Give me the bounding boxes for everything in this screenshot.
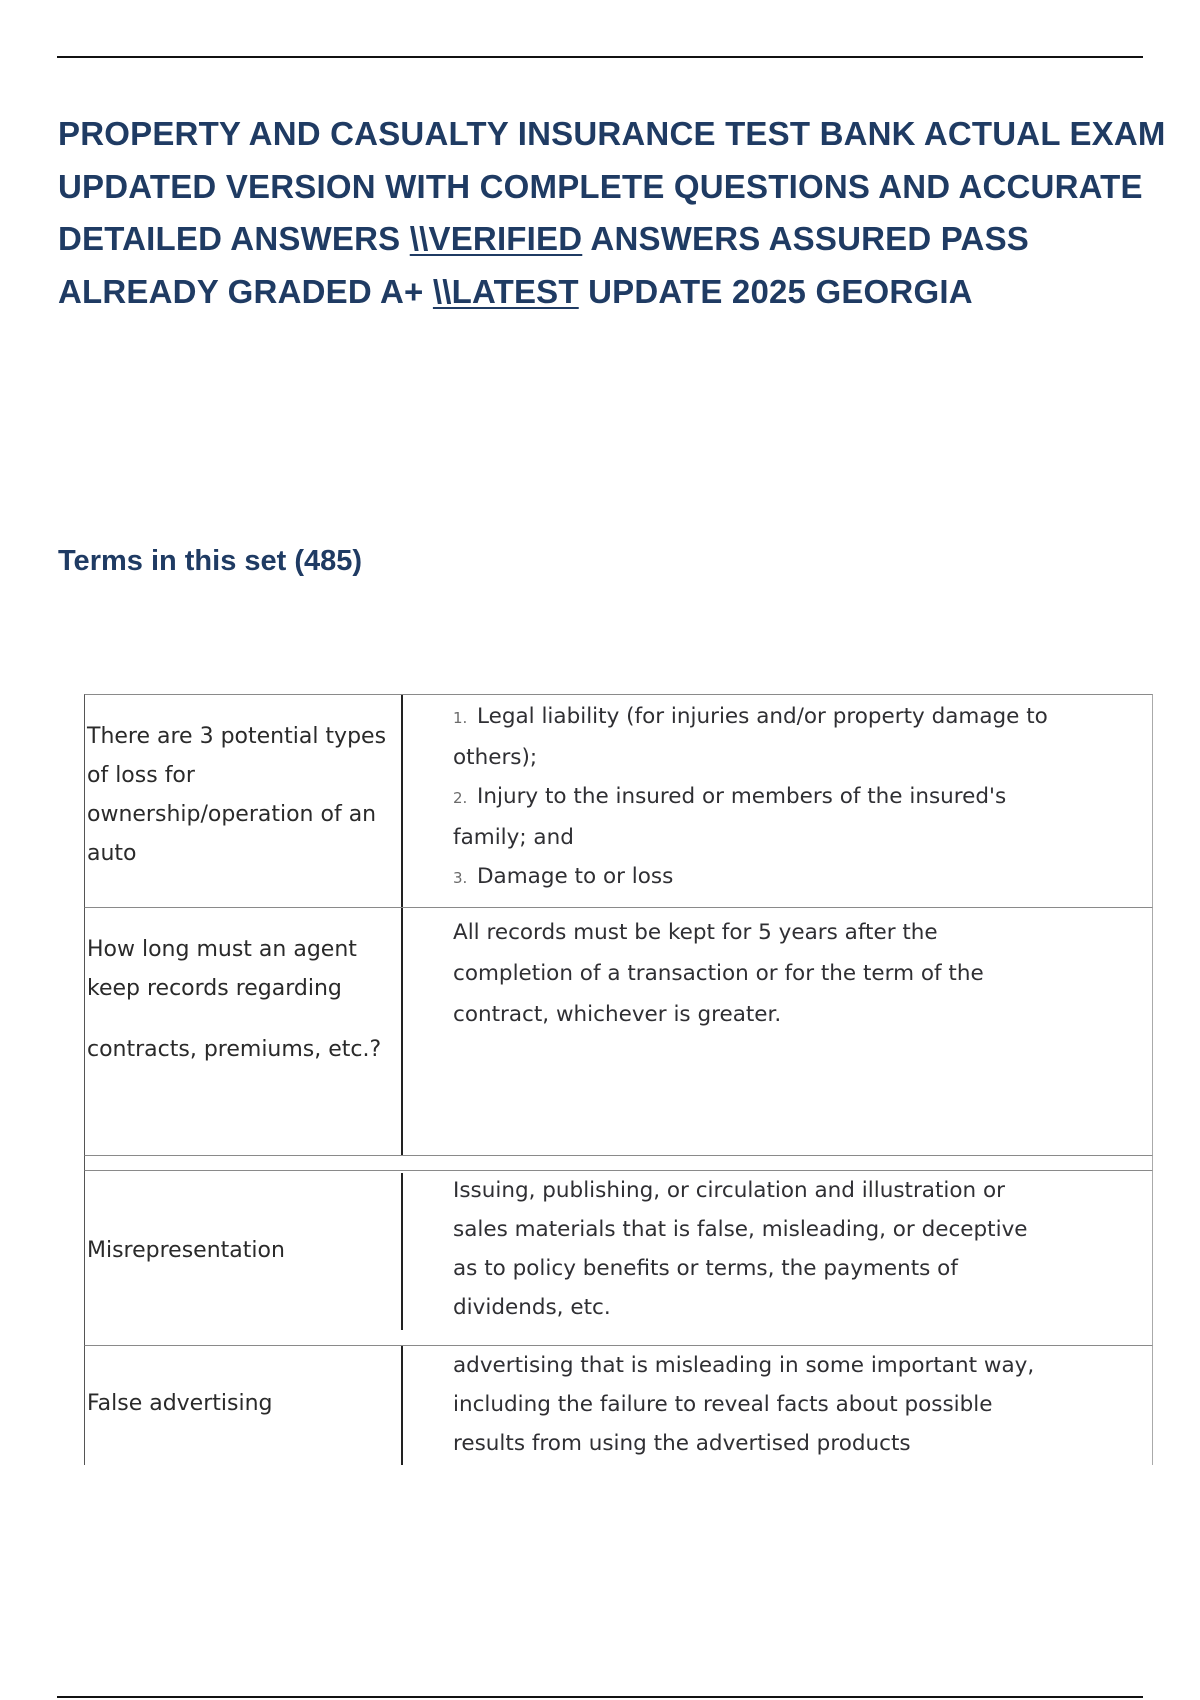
card-definition: Issuing, publishing, or circulation and illustration or sales materials that is false, misleading, or deceptive as to policy benefits or terms, the payments of dividends, etc. xyxy=(453,1178,1028,1320)
flashcard-table xyxy=(84,694,1153,1465)
latest-link-text: \\LATEST xyxy=(432,272,579,310)
table-row xyxy=(84,907,1153,1155)
table-row xyxy=(84,694,1153,907)
card-definition: advertising that is misleading in some important way, including the failure to reveal facts about possible results from using the advertised products xyxy=(453,1353,1035,1456)
table-row xyxy=(84,1170,1153,1345)
card-term: Misrepresentation xyxy=(85,1173,403,1330)
verified-link-text: \\VERIFIED xyxy=(409,220,583,257)
document-title: PROPERTY AND CASUALTY INSURANCE TEST BANK ACTUAL EXAM UPDATED VERSION WITH COMPLETE QUESTIONS AND ACCURATE DETAILED ANSWERS \\VERIFIED ANSWERS ASSURED PASS ALREADY GRADED A+ \\LATEST UPDATE 2025 GEORGIA xyxy=(58,115,1166,310)
card-term: How long must an agent keep records regarding contracts, premiums, etc.? xyxy=(85,908,403,1155)
card-definition: All records must be kept for 5 years after the completion of a transaction or for the term of the contract, whichever is greater. xyxy=(453,920,984,1027)
top-rule xyxy=(57,56,1143,58)
bottom-rule xyxy=(57,1696,1143,1698)
definition-item: 2. Injury to the insured or members of the insured's family; and xyxy=(453,784,1007,850)
definition-item: 3. Damage to or loss xyxy=(453,864,674,889)
card-term: There are 3 potential types of loss for ownership/operation of an auto xyxy=(85,695,403,907)
definition-item: 1. Legal liability (for injuries and/or property damage to others); xyxy=(453,704,1048,770)
terms-count-heading: Terms in this set (485) xyxy=(58,545,363,577)
card-term: False advertising xyxy=(85,1346,403,1465)
table-row xyxy=(84,1345,1153,1465)
card-definition xyxy=(453,695,1053,898)
row-divider xyxy=(84,1155,1153,1170)
